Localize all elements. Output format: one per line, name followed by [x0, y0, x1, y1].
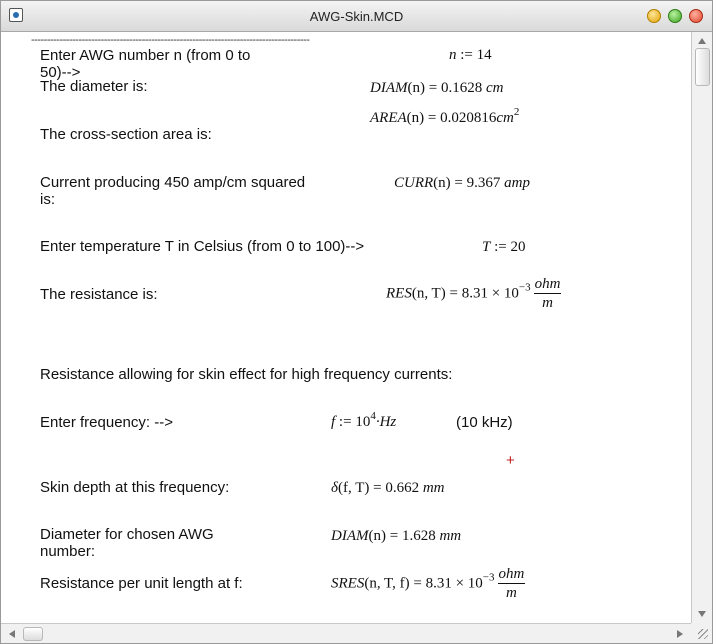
current-label-line1: Current producing 450 amp/cm squared — [40, 174, 306, 191]
awg-prompt-line2: 50)--> — [40, 64, 81, 81]
horizontal-scrollbar[interactable] — [1, 623, 691, 643]
current-label — [40, 174, 305, 208]
vertical-scrollbar[interactable] — [691, 32, 712, 623]
scroll-right-icon[interactable] — [677, 630, 683, 638]
res-result[interactable]: RES(n, $T) = 8.31 \times 10^{-3}$ $\frac{\text{ohm}}{m}$ — [386, 276, 561, 311]
diameter-label: The diameter is: — [40, 78, 148, 95]
diam-result[interactable]: DIAM(n) = 0.1628 cm — [370, 80, 504, 96]
insertion-cursor-icon: + — [506, 452, 515, 469]
scroll-down-icon[interactable] — [698, 611, 706, 617]
skin-effect-heading: Resistance allowing for skin effect for high frequency currents: — [40, 366, 453, 383]
area-label: The cross-section area is: — [40, 126, 212, 143]
title-bar[interactable] — [1, 1, 712, 32]
delta-result[interactable]: δ(f, T) = 0.662 mm — [331, 480, 445, 496]
res-unit-fraction: $\frac{\text{ohm}}{m}$ — [534, 276, 561, 311]
curr-result[interactable]: CURR(n) = 9.367 amp — [394, 175, 530, 191]
awg-prompt-line1: Enter AWG number n (from 0 to — [40, 47, 251, 64]
awg-prompt-label — [40, 47, 250, 81]
window-title: AWG-Skin.MCD — [309, 9, 404, 24]
scroll-up-icon[interactable] — [698, 38, 706, 44]
resistance-label: The resistance is: — [40, 286, 158, 303]
horizontal-scroll-thumb[interactable] — [23, 627, 43, 641]
separator-line: ---------------------------------------------------------------------------------------- — [31, 34, 310, 46]
area-result[interactable]: AREA(n) = $0.020816cm^2$ — [370, 106, 520, 126]
frequency-note: (10 kHz) — [456, 414, 513, 431]
sres-result[interactable]: SRES(n, T, $f) = 8.31 \times 10^{-3}$ $\frac{\text{ohm}}{m}$ — [331, 566, 525, 601]
diameter-chosen-line1: Diameter for chosen AWG — [40, 526, 214, 543]
f-definition[interactable]: f := $10^4\cdot Hz$ — [331, 410, 397, 430]
t-definition[interactable]: T := 20 — [482, 239, 526, 255]
zoom-button[interactable] — [668, 9, 682, 23]
resistance-per-length-label: Resistance per unit length at f: — [40, 575, 243, 592]
n-definition[interactable]: n := 14 — [449, 47, 492, 63]
temperature-prompt-label: Enter temperature T in Celsius (from 0 to 100)--> — [40, 238, 365, 255]
diameter-chosen-label — [40, 526, 214, 560]
current-label-line2: is: — [40, 191, 55, 208]
minimize-button[interactable] — [647, 9, 661, 23]
skin-depth-label: Skin depth at this frequency: — [40, 479, 230, 496]
diameter-chosen-line2: number: — [40, 543, 96, 560]
sres-unit-fraction: $\frac{\text{ohm}}{m}$ — [498, 566, 525, 601]
diam-mm-result[interactable]: DIAM(n) = 1.628 mm — [331, 528, 462, 544]
vertical-scroll-thumb[interactable] — [695, 48, 710, 86]
scroll-left-icon[interactable] — [9, 630, 15, 638]
resize-grip-icon[interactable] — [691, 623, 712, 643]
close-button[interactable] — [689, 9, 703, 23]
worksheet[interactable] — [1, 32, 691, 622]
frequency-prompt-label: Enter frequency: --> — [40, 414, 173, 431]
